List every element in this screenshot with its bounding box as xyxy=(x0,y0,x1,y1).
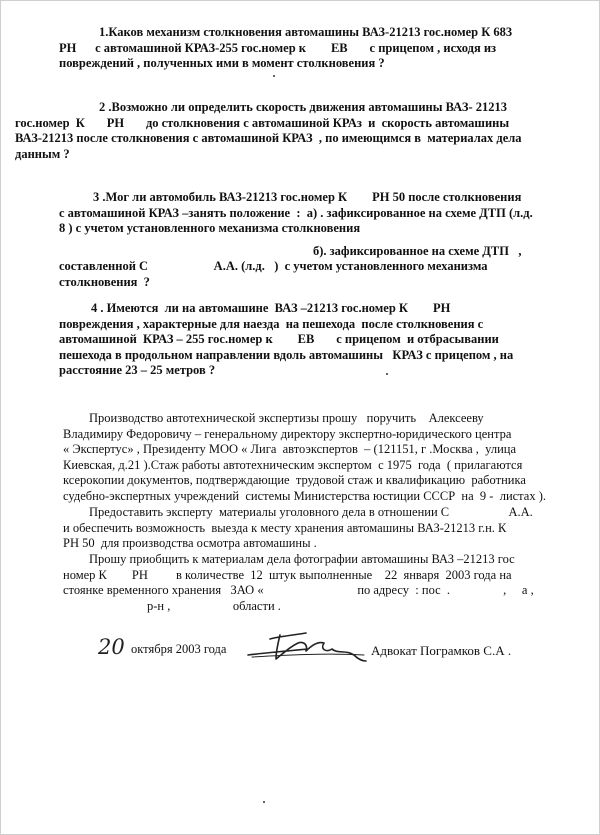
materials-paragraph xyxy=(63,505,533,552)
question-line: 3 .Мог ли автомобиль ВАЗ-21213 гос.номер К РН 50 после столкновения xyxy=(93,190,522,204)
question-line: данным ? xyxy=(15,146,70,161)
question-line: 2 .Возможно ли определить скорость движения автомашины ВАЗ- 21213 xyxy=(99,100,508,114)
question-line: автомашиной КРАЗ – 255 гос.номер к ЕВ с прицепом и отбрасывании xyxy=(59,332,499,346)
paragraph-line: РН 50 для производства осмотра автомашины . xyxy=(63,536,317,551)
question-line: 8 ) с учетом установленного механизма столкновения xyxy=(59,221,361,235)
question-line: б). зафиксированное на схеме ДТП , xyxy=(313,243,522,258)
scan-dot xyxy=(386,373,388,375)
paragraph-line: стоянке временного хранения ЗАО « по адресу : пос . , а , xyxy=(63,583,534,598)
signatory-name: Адвокат Пограмков С.А . xyxy=(371,643,512,658)
question-1 xyxy=(59,25,512,72)
handwritten-date: 20 xyxy=(98,635,125,659)
question-line: пешехода в продольном направлении вдоль автомашины КРАЗ с прицепом , на xyxy=(59,347,514,362)
question-line: с автомашиной КРАЗ –занять положение : а) . зафиксированное на схеме ДТП (л.д. xyxy=(59,205,533,220)
signature-date-text: октября 2003 года xyxy=(131,642,227,656)
photos-paragraph xyxy=(63,552,534,614)
question-line: РН с автомашиной КРАЗ-255 гос.номер к ЕВ с прицепом , исходя из xyxy=(59,40,497,55)
expert-request-paragraph xyxy=(63,411,546,505)
scan-dot xyxy=(263,801,265,803)
paragraph-line: Владимиру Федоровичу – генеральному директору экспертно-юридического центра xyxy=(63,426,512,441)
paragraph-line: номер К РН в количестве 12 штук выполненные 22 января 2003 года на xyxy=(63,567,512,582)
paragraph-line: Предоставить эксперту материалы уголовного дела в отношении С А.А. xyxy=(89,505,533,519)
question-line: столкновения ? xyxy=(59,274,150,289)
paragraph-line: Прошу приобщить к материалам дела фотографии автомашины ВАЗ –21213 гос xyxy=(89,552,515,566)
paragraph-line: Производство автотехнической экспертизы прошу поручить Алексееву xyxy=(89,411,484,425)
question-line: расстояние 23 – 25 метров ? xyxy=(59,363,216,377)
paragraph-line: р-н , области . xyxy=(147,598,281,613)
question-4 xyxy=(59,301,513,379)
question-line: 4 . Имеются ли на автомашине ВАЗ –21213 гос.номер К РН xyxy=(91,301,451,315)
question-line: гос.номер К РН до столкновения с автомашиной КРАз и скорость автомашины xyxy=(15,115,510,130)
question-3 xyxy=(59,190,533,290)
handwritten-signature xyxy=(246,629,371,665)
question-2 xyxy=(15,100,522,162)
paragraph-line: судебно-экспертных учреждений системы Министерства юстиции СССР на 9 - листах ). xyxy=(63,488,547,503)
scan-dot xyxy=(273,75,275,77)
question-line: составленной С А.А. (л.д. ) с учетом установленного механизма xyxy=(59,259,488,273)
question-line: повреждения , характерные для наезда на пешехода после столкновения с xyxy=(59,316,484,331)
paragraph-line: ксерокопии документов, подтверждающие трудовой стаж и квалификацию работника xyxy=(63,473,526,488)
question-line: ВАЗ-21213 после столкновения с автомашиной КРАЗ , по имеющимся в материалах дела xyxy=(15,131,522,145)
paragraph-line: « Экспертус» , Президенту МОО « Лига автоэкспертов – (121151, г .Москва , улица xyxy=(63,442,516,457)
question-line: повреждений , полученных ими в момент столкновения ? xyxy=(59,56,385,70)
question-line: 1.Каков механизм столкновения автомашины ВАЗ-21213 гос.номер К 683 xyxy=(99,25,513,39)
paragraph-line: и обеспечить возможность выезда к месту хранения автомашины ВАЗ-21213 г.н. К xyxy=(63,520,507,535)
paragraph-line: Киевская, д.21 ).Стаж работы автотехническим экспертом с 1975 года ( прилагаются xyxy=(63,457,523,472)
